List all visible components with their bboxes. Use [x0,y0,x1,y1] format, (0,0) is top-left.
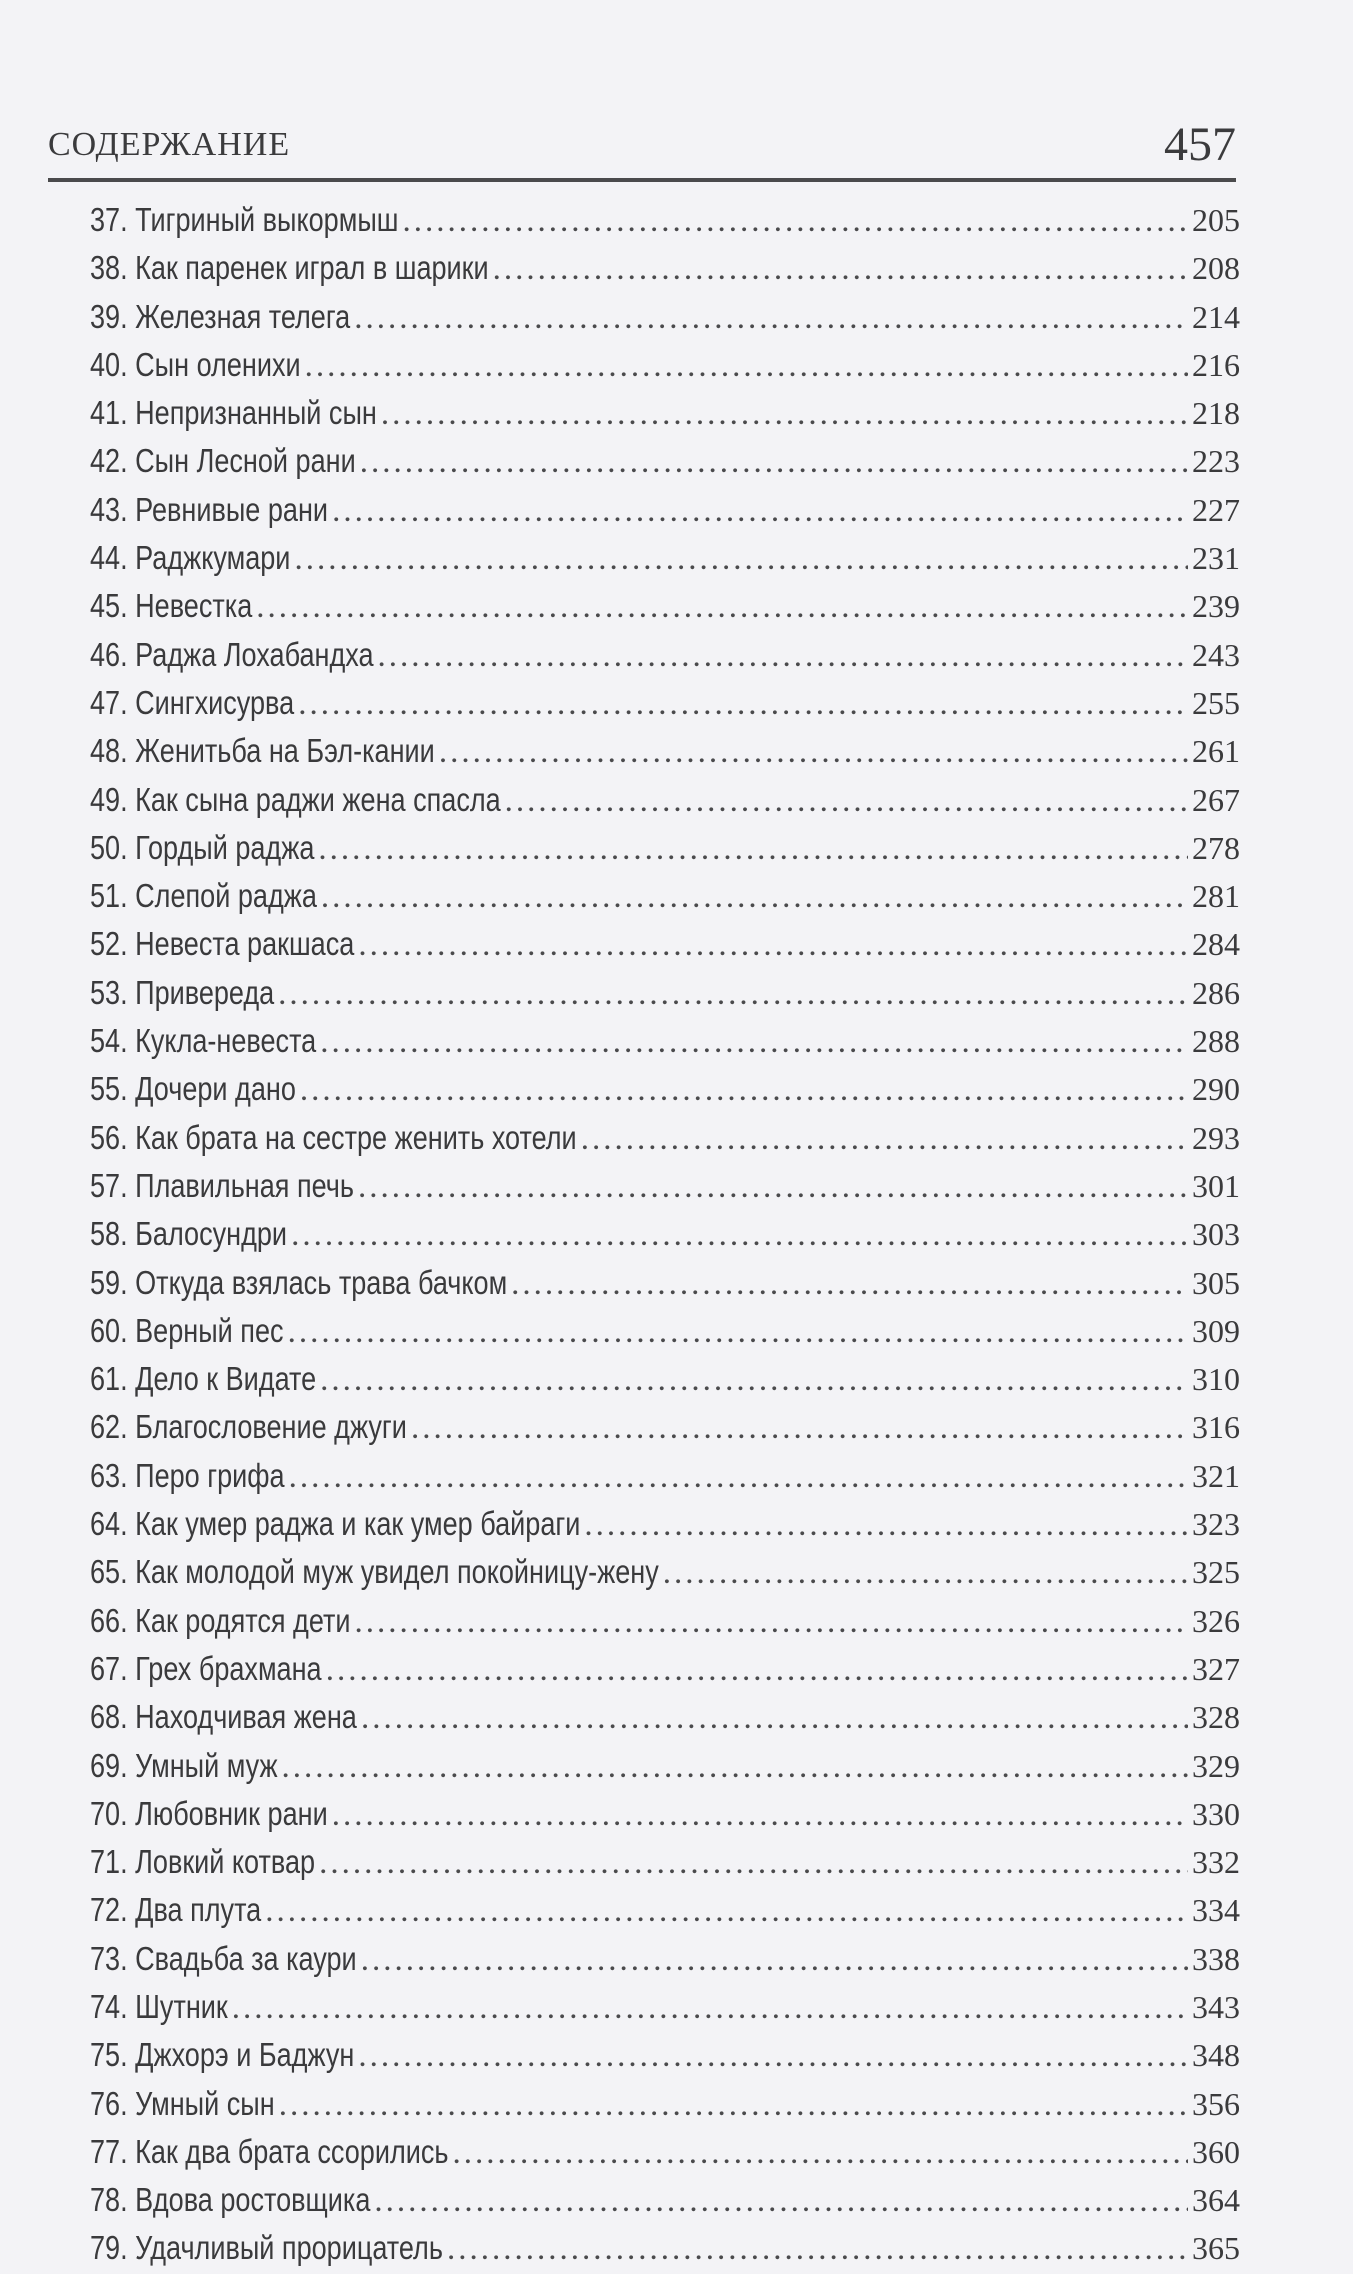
toc-entry-page: 281 [1192,878,1240,915]
dot-leader [279,2081,1188,2129]
toc-entry-page: 365 [1192,2230,1240,2267]
toc-entry [90,1935,1240,1983]
running-head: СОДЕРЖАНИЕ [48,126,291,163]
toc-entry-title: 73. Свадьба за каури [90,1939,357,1977]
toc-entry-title: 64. Как умер раджа и как умер байраги [90,1505,581,1543]
toc-entry [90,2031,1240,2079]
toc-entry-page: 278 [1192,829,1240,866]
toc-entry [90,1210,1240,1258]
toc-entry-page: 330 [1192,1795,1240,1832]
toc-entry-page: 356 [1192,2085,1240,2122]
dot-leader [305,342,1188,390]
toc-entry-page: 334 [1192,1892,1240,1929]
toc-entry-title: 56. Как брата на сестре женить хотели [90,1118,577,1156]
toc-entry-page: 325 [1192,1554,1240,1591]
toc-entry [90,872,1240,920]
toc-entry-page: 284 [1192,926,1240,963]
toc-entry [90,920,1240,968]
toc-entry-title: 75. Джхорэ и Баджун [90,2036,355,2074]
toc-entry [90,1742,1240,1790]
dot-leader [332,1791,1188,1839]
toc-entry-title: 77. Как два брата ссорились [90,2132,449,2170]
toc-entry [90,1693,1240,1741]
toc-entry-title: 63. Перо грифа [90,1456,285,1494]
toc-entry-page: 214 [1192,298,1240,335]
dot-leader [321,873,1188,921]
dot-leader [360,438,1188,486]
toc-entry-title: 38. Как паренек играл в шарики [90,249,489,287]
toc-entry-title: 37. Тигриный выкормыш [90,201,399,238]
toc-entry [90,1017,1240,1065]
toc-entry [90,824,1240,872]
toc-entry-page: 255 [1192,684,1240,721]
toc-entry-title: 47. Сингхисурва [90,683,295,721]
toc-entry [90,1307,1240,1355]
dot-leader [447,2225,1188,2273]
toc-entry [90,1548,1240,1596]
page-number: 457 [1164,118,1236,171]
toc-entry-title: 57. Плавильная печь [90,1166,354,1204]
toc-entry [90,244,1240,292]
toc-entry [90,437,1240,485]
toc-entry-title: 72. Два плута [90,1891,262,1929]
dot-leader [300,1066,1188,1114]
toc-entry [90,1886,1240,1934]
toc-entry-title: 74. Шутник [90,1987,228,2025]
toc-entry-page: 301 [1192,1167,1240,1204]
toc-entry-page: 223 [1192,443,1240,480]
toc-entry [90,1355,1240,1403]
dot-leader [361,1694,1188,1742]
toc-entry-title: 60. Верный пес [90,1311,284,1349]
toc-entry-page: 338 [1192,1940,1240,1977]
toc-entry-title: 79. Удачливый прорицатель [90,2229,443,2267]
toc-entry [90,679,1240,727]
dot-leader [288,1308,1188,1356]
toc-entry-title: 48. Женитьба на Бэл-кании [90,732,435,770]
dot-leader [256,583,1188,631]
toc-entry-page: 227 [1192,491,1240,528]
toc-entry-title: 50. Гордый раджа [90,828,315,866]
toc-entry [90,1645,1240,1693]
dot-leader [381,390,1188,438]
toc-entry-title: 59. Откуда взялась трава бачком [90,1263,508,1301]
dot-leader [584,1501,1188,1549]
toc-entry-page: 239 [1192,588,1240,625]
dot-leader [278,970,1188,1018]
toc-entry [90,2176,1240,2224]
dot-leader [232,1984,1188,2032]
toc-entry-title: 42. Сын Лесной рани [90,442,356,480]
toc-entry-page: 310 [1192,1361,1240,1398]
toc-entry-title: 55. Дочери дано [90,1070,296,1108]
toc-entry-page: 348 [1192,2037,1240,2074]
toc-entry [90,534,1240,582]
toc-entry-title: 43. Ревнивые рани [90,490,329,528]
toc-entry-page: 216 [1192,346,1240,383]
toc-entry [90,1838,1240,1886]
dot-leader [291,1211,1188,1259]
toc-entry-page: 305 [1192,1264,1240,1301]
toc-entry-title: 40. Сын оленихи [90,345,301,383]
toc-entry [90,1597,1240,1645]
dot-leader [403,197,1188,245]
toc-entry-page: 267 [1192,781,1240,818]
toc-entry-title: 71. Ловкий котвар [90,1843,316,1881]
toc-entry [90,2224,1240,2272]
toc-entry [90,389,1240,437]
toc-entry-title: 65. Как молодой муж увидел покойницу-жену [90,1553,659,1591]
toc-entry-page: 243 [1192,636,1240,673]
toc-entry-page: 288 [1192,1023,1240,1060]
toc-entry [90,1790,1240,1838]
toc-entry-page: 321 [1192,1457,1240,1494]
dot-leader [289,1453,1188,1501]
toc-entry-title: 68. Находчивая жена [90,1698,357,1736]
toc-entry [90,1065,1240,1113]
dot-leader [361,1936,1188,1984]
dot-leader [493,245,1188,293]
toc-entry [90,582,1240,630]
toc-entry-title: 78. Вдова ростовщика [90,2181,371,2219]
dot-leader [354,294,1188,342]
toc-entry-page: 343 [1192,1988,1240,2025]
toc-entry-page: 332 [1192,1844,1240,1881]
dot-leader [320,1356,1188,1404]
dot-leader [319,1839,1188,1887]
toc-entry-page: 231 [1192,540,1240,577]
dot-leader [265,1887,1188,1935]
toc-entry-page: 261 [1192,733,1240,770]
toc-entry-page: 316 [1192,1409,1240,1446]
toc-entry [90,1403,1240,1451]
toc-entry-page: 364 [1192,2182,1240,2219]
dot-leader [453,2129,1188,2177]
dot-leader [298,680,1188,728]
toc-entry-page: 323 [1192,1506,1240,1543]
toc-entry-page: 326 [1192,1602,1240,1639]
toc-entry [90,1500,1240,1548]
dot-leader [318,825,1188,873]
dot-leader [581,1115,1188,1163]
toc-entry-title: 76. Умный сын [90,2084,275,2122]
toc-entry-title: 41. Непризнанный сын [90,394,377,432]
dot-leader [663,1549,1188,1597]
toc-entry-page: 208 [1192,250,1240,287]
dot-leader [354,1598,1188,1646]
toc-entry [90,341,1240,389]
dot-leader [505,777,1188,825]
toc-entry-title: 54. Кукла-невеста [90,1022,317,1060]
toc-entry-page: 328 [1192,1699,1240,1736]
toc-entry-page: 303 [1192,1216,1240,1253]
toc-entry-page: 329 [1192,1747,1240,1784]
toc-entry-title: 51. Слепой раджа [90,877,317,915]
table-of-contents [90,196,1240,2273]
toc-entry-title: 66. Как родятся дети [90,1601,351,1639]
dot-leader [439,728,1188,776]
dot-leader [282,1743,1188,1791]
dot-leader [358,921,1188,969]
toc-entry-page: 293 [1192,1119,1240,1156]
toc-entry [90,631,1240,679]
toc-entry [90,969,1240,1017]
dot-leader [377,632,1188,680]
toc-entry-title: 61. Дело к Видате [90,1360,317,1398]
toc-entry-title: 58. Балосундри [90,1215,288,1253]
dot-leader [295,535,1189,583]
toc-entry [90,486,1240,534]
toc-entry-page: 218 [1192,395,1240,432]
toc-entry [90,776,1240,824]
toc-entry-title: 53. Привереда [90,973,275,1011]
toc-entry-title: 44. Раджкумари [90,539,291,577]
dot-leader [326,1646,1188,1694]
toc-entry [90,1452,1240,1500]
header-rule [48,178,1236,182]
dot-leader [358,1163,1188,1211]
toc-entry [90,1114,1240,1162]
dot-leader [411,1404,1188,1452]
toc-entry [90,1983,1240,2031]
toc-entry [90,2080,1240,2128]
dot-leader [358,2032,1188,2080]
toc-entry-title: 46. Раджа Лохабандха [90,635,374,673]
toc-entry [90,293,1240,341]
toc-entry-title: 49. Как сына раджи жена спасла [90,780,501,818]
toc-entry-title: 52. Невеста ракшаса [90,925,355,963]
dot-leader [374,2177,1188,2225]
dot-leader [511,1260,1188,1308]
toc-entry [90,1162,1240,1210]
toc-entry-page: 360 [1192,2133,1240,2170]
toc-entry-title: 70. Любовник рани [90,1794,328,1832]
toc-entry-title: 39. Железная телега [90,297,351,335]
toc-entry-page: 327 [1192,1650,1240,1687]
toc-entry-page: 205 [1192,202,1240,238]
toc-entry [90,727,1240,775]
toc-entry-title: 62. Благословение джуги [90,1408,407,1446]
toc-entry [90,2128,1240,2176]
dot-leader [320,1018,1188,1066]
toc-entry [90,196,1240,244]
dot-leader [332,487,1188,535]
toc-entry-title: 45. Невестка [90,587,253,625]
toc-entry-page: 290 [1192,1071,1240,1108]
toc-entry-title: 67. Грех брахмана [90,1649,322,1687]
toc-entry [90,1259,1240,1307]
page-header [48,108,1236,172]
toc-entry-title: 69. Умный муж [90,1746,278,1784]
toc-entry-page: 286 [1192,974,1240,1011]
toc-entry-page: 309 [1192,1312,1240,1349]
